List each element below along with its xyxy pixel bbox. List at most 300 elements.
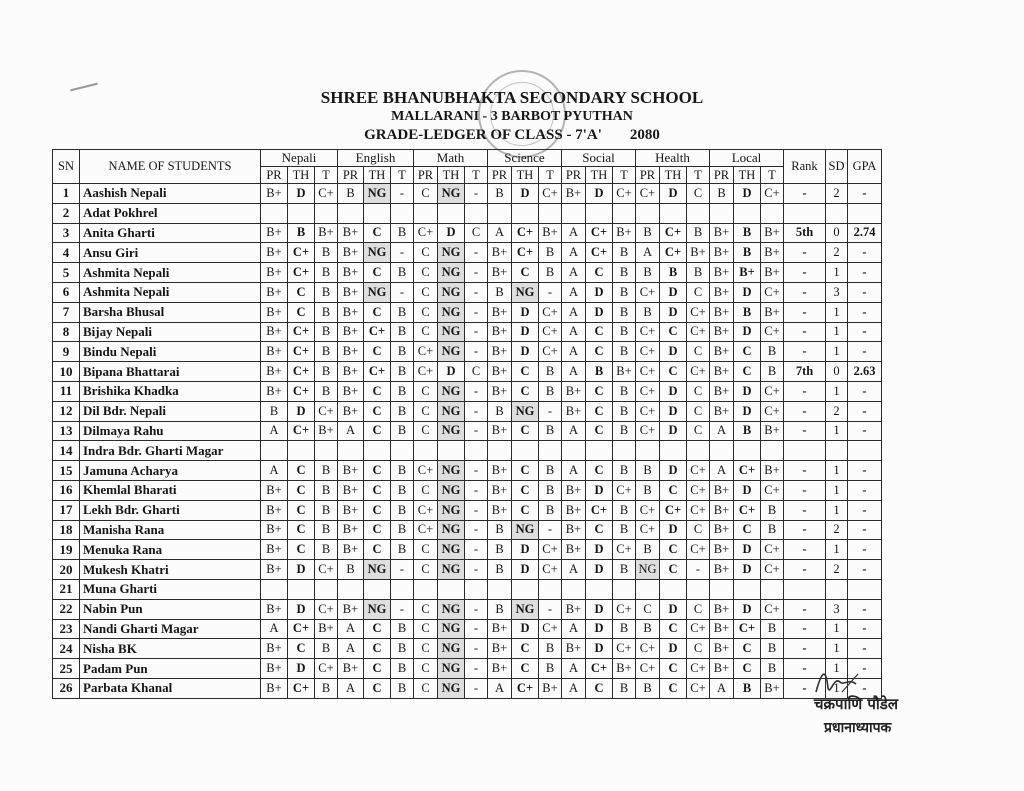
grade-cell: B xyxy=(636,480,660,500)
school-name: SHREE BHANUBHAKTA SECONDARY SCHOOL xyxy=(320,88,704,107)
student-name: Anita Gharti xyxy=(80,223,261,243)
grade-cell: B+ xyxy=(710,560,734,580)
grade-cell: B+ xyxy=(562,401,586,421)
grade-cell: B+ xyxy=(338,243,364,263)
serial-number: 5 xyxy=(53,263,80,283)
grade-cell: D xyxy=(734,560,761,580)
grade-cell: B xyxy=(613,421,636,441)
grade-cell: B xyxy=(315,362,338,382)
grade-cell: B xyxy=(687,223,710,243)
table-row xyxy=(53,639,882,659)
grade-cell: B xyxy=(636,619,660,639)
grade-cell: D xyxy=(586,560,613,580)
grade-cell: B+ xyxy=(261,223,288,243)
grade-cell: D xyxy=(660,282,687,302)
col-header-name: NAME OF STUDENTS xyxy=(80,150,261,184)
grade-cell: NG xyxy=(438,263,465,283)
grade-cell: C+ xyxy=(315,560,338,580)
grade-cell: C xyxy=(512,461,539,481)
grade-cell: B+ xyxy=(761,223,784,243)
grade-cell: C+ xyxy=(414,342,438,362)
grade-cell: C+ xyxy=(586,500,613,520)
grade-cell: B+ xyxy=(562,599,586,619)
grade-cell: B+ xyxy=(315,223,338,243)
grade-cell: A xyxy=(710,421,734,441)
grade-cell xyxy=(364,579,391,599)
grade-cell: NG xyxy=(438,678,465,698)
grade-cell: B xyxy=(539,480,562,500)
grade-cell: C xyxy=(465,362,488,382)
grade-cell xyxy=(613,579,636,599)
grade-cell: C xyxy=(512,381,539,401)
grade-cell: B+ xyxy=(338,520,364,540)
grade-cell: D xyxy=(660,184,687,204)
student-name: Lekh Bdr. Gharti xyxy=(80,500,261,520)
ledger-class: GRADE-LEDGER OF CLASS - 7'A' xyxy=(364,127,602,143)
rank-cell: - xyxy=(784,659,826,679)
grade-cell: C+ xyxy=(636,381,660,401)
grade-cell: B xyxy=(539,500,562,520)
grade-cell: A xyxy=(562,282,586,302)
grade-cell xyxy=(761,441,784,461)
grade-cell: D xyxy=(660,421,687,441)
sd-cell xyxy=(826,203,848,223)
sub-header-th: TH xyxy=(438,167,465,184)
sub-header-pr: PR xyxy=(414,167,438,184)
grade-cell: B xyxy=(761,342,784,362)
grade-cell: D xyxy=(512,342,539,362)
subject-header-math: Math xyxy=(414,150,488,167)
grade-cell: C xyxy=(660,659,687,679)
serial-number: 13 xyxy=(53,421,80,441)
student-name: Padam Pun xyxy=(80,659,261,679)
grade-cell: C xyxy=(512,362,539,382)
grade-cell: C xyxy=(734,520,761,540)
grade-cell: C+ xyxy=(761,599,784,619)
table-row xyxy=(53,381,882,401)
gpa-cell: - xyxy=(848,520,882,540)
grade-cell: B xyxy=(710,184,734,204)
rank-cell: - xyxy=(784,540,826,560)
grade-cell: B xyxy=(539,381,562,401)
rank-cell: - xyxy=(784,302,826,322)
table-body xyxy=(53,184,882,699)
grade-cell: D xyxy=(734,540,761,560)
grade-cell: C+ xyxy=(315,401,338,421)
gpa-cell: - xyxy=(848,461,882,481)
grade-cell xyxy=(761,203,784,223)
grade-cell xyxy=(288,441,315,461)
subject-header-english: English xyxy=(338,150,414,167)
grade-cell xyxy=(660,203,687,223)
table-row xyxy=(53,500,882,520)
serial-number: 17 xyxy=(53,500,80,520)
gpa-cell: - xyxy=(848,480,882,500)
grade-cell: B+ xyxy=(710,480,734,500)
serial-number: 14 xyxy=(53,441,80,461)
sd-cell: 2 xyxy=(826,560,848,580)
rank-cell: - xyxy=(784,421,826,441)
grade-cell: C xyxy=(687,599,710,619)
grade-cell: C xyxy=(586,421,613,441)
grade-cell: B xyxy=(636,540,660,560)
grade-cell: D xyxy=(586,282,613,302)
grade-cell: B+ xyxy=(613,659,636,679)
grade-cell: C+ xyxy=(315,659,338,679)
grade-cell xyxy=(710,579,734,599)
grade-cell: D xyxy=(660,639,687,659)
gpa-cell: - xyxy=(848,263,882,283)
grade-cell xyxy=(512,579,539,599)
grade-cell: - xyxy=(465,659,488,679)
subject-header-social: Social xyxy=(562,150,636,167)
sub-header-pr: PR xyxy=(488,167,512,184)
grade-cell: C+ xyxy=(288,263,315,283)
grade-cell: D xyxy=(438,362,465,382)
sd-cell: 2 xyxy=(826,243,848,263)
grade-cell: A xyxy=(562,263,586,283)
sub-header-pr: PR xyxy=(636,167,660,184)
grade-cell xyxy=(338,441,364,461)
grade-cell: C+ xyxy=(660,243,687,263)
grade-cell: C xyxy=(364,678,391,698)
sd-cell: 1 xyxy=(826,342,848,362)
grade-cell: C+ xyxy=(613,639,636,659)
grade-cell: C+ xyxy=(761,480,784,500)
grade-cell: A xyxy=(562,322,586,342)
grade-cell: B xyxy=(391,263,414,283)
grade-cell: C xyxy=(414,678,438,698)
grade-cell: D xyxy=(660,461,687,481)
grade-cell: B xyxy=(288,223,315,243)
grade-cell: C+ xyxy=(660,223,687,243)
grade-cell: C+ xyxy=(586,659,613,679)
grade-cell: B+ xyxy=(261,362,288,382)
rank-cell: - xyxy=(784,282,826,302)
grade-cell xyxy=(660,441,687,461)
grade-cell: B+ xyxy=(338,282,364,302)
grade-cell: C xyxy=(586,342,613,362)
grade-cell: B xyxy=(613,678,636,698)
grade-cell xyxy=(288,579,315,599)
grade-cell: B xyxy=(391,480,414,500)
student-name: Aashish Nepali xyxy=(80,184,261,204)
grade-cell: B xyxy=(613,243,636,263)
grade-cell: C+ xyxy=(734,461,761,481)
serial-number: 10 xyxy=(53,362,80,382)
gpa-cell: 2.63 xyxy=(848,362,882,382)
grade-cell: C xyxy=(364,500,391,520)
grade-cell: B xyxy=(315,263,338,283)
grade-cell xyxy=(338,203,364,223)
grade-cell: C xyxy=(364,263,391,283)
grade-cell: C xyxy=(288,480,315,500)
grade-cell xyxy=(687,203,710,223)
grade-cell: C+ xyxy=(539,302,562,322)
grade-cell: C+ xyxy=(660,500,687,520)
grade-cell: D xyxy=(734,381,761,401)
grade-cell: C+ xyxy=(539,619,562,639)
grade-cell: C+ xyxy=(636,322,660,342)
grade-cell: C+ xyxy=(288,381,315,401)
grade-cell: B+ xyxy=(710,619,734,639)
grade-cell: B xyxy=(391,540,414,560)
grade-cell: C xyxy=(364,401,391,421)
sub-header-th: TH xyxy=(734,167,761,184)
student-name: Brishika Khadka xyxy=(80,381,261,401)
grade-cell: B+ xyxy=(761,243,784,263)
rank-cell: - xyxy=(784,184,826,204)
grade-cell: C xyxy=(414,619,438,639)
grade-cell: NG xyxy=(438,461,465,481)
gpa-cell: - xyxy=(848,243,882,263)
grade-cell xyxy=(414,441,438,461)
grade-cell: C+ xyxy=(761,381,784,401)
sd-cell xyxy=(826,441,848,461)
grade-cell: C+ xyxy=(761,540,784,560)
col-header-sn: SN xyxy=(53,150,80,184)
grade-cell: A xyxy=(338,678,364,698)
grade-cell: B xyxy=(539,461,562,481)
grade-cell: C xyxy=(586,520,613,540)
grade-cell: D xyxy=(586,184,613,204)
grade-cell: C xyxy=(414,302,438,322)
grade-cell: B+ xyxy=(488,243,512,263)
grade-cell xyxy=(687,441,710,461)
grade-cell: A xyxy=(562,362,586,382)
grade-cell xyxy=(636,579,660,599)
grade-cell: D xyxy=(660,599,687,619)
serial-number: 24 xyxy=(53,639,80,659)
grade-cell xyxy=(512,203,539,223)
serial-number: 12 xyxy=(53,401,80,421)
grade-cell xyxy=(636,441,660,461)
grade-cell: - xyxy=(465,322,488,342)
grade-cell: B+ xyxy=(315,619,338,639)
sd-cell: 1 xyxy=(826,421,848,441)
grade-cell: B+ xyxy=(687,243,710,263)
table-row xyxy=(53,401,882,421)
grade-cell: B xyxy=(315,322,338,342)
grade-cell: - xyxy=(539,520,562,540)
grade-cell: D xyxy=(586,480,613,500)
sd-cell: 1 xyxy=(826,322,848,342)
grade-cell: C xyxy=(414,381,438,401)
col-header-sd: SD xyxy=(826,150,848,184)
serial-number: 25 xyxy=(53,659,80,679)
grade-cell: C xyxy=(364,223,391,243)
grade-cell: D xyxy=(586,302,613,322)
grade-cell: B+ xyxy=(761,263,784,283)
grade-cell xyxy=(315,441,338,461)
sub-header-pr: PR xyxy=(710,167,734,184)
grade-cell xyxy=(465,203,488,223)
sd-cell: 2 xyxy=(826,401,848,421)
sub-header-pr: PR xyxy=(338,167,364,184)
grade-cell: NG xyxy=(438,540,465,560)
grade-cell: B+ xyxy=(261,322,288,342)
grade-cell: NG xyxy=(438,282,465,302)
grade-cell: C xyxy=(414,639,438,659)
grade-cell xyxy=(734,579,761,599)
grade-cell: C+ xyxy=(613,480,636,500)
grade-cell: B+ xyxy=(562,381,586,401)
grade-cell: C xyxy=(414,282,438,302)
grade-cell: C xyxy=(414,599,438,619)
grade-cell: C+ xyxy=(613,540,636,560)
grade-cell: C+ xyxy=(613,184,636,204)
grade-cell: B xyxy=(586,362,613,382)
grade-cell: - xyxy=(465,639,488,659)
grade-cell: C xyxy=(687,421,710,441)
grade-cell: B xyxy=(391,639,414,659)
rank-cell xyxy=(784,203,826,223)
grade-cell: C xyxy=(687,184,710,204)
grade-cell: C xyxy=(288,302,315,322)
school-address: MALLARANI - 3 BARBOT PYUTHAN xyxy=(391,109,633,124)
grade-cell: A xyxy=(636,243,660,263)
grade-cell: B+ xyxy=(261,639,288,659)
student-name: Dilmaya Rahu xyxy=(80,421,261,441)
grade-cell: C+ xyxy=(687,461,710,481)
sub-header-t: T xyxy=(613,167,636,184)
grade-cell: D xyxy=(512,540,539,560)
grade-cell: NG xyxy=(364,243,391,263)
grade-cell: A xyxy=(261,461,288,481)
table-row xyxy=(53,461,882,481)
grade-cell: NG xyxy=(364,560,391,580)
rank-cell: - xyxy=(784,381,826,401)
grade-cell: D xyxy=(512,322,539,342)
grade-cell xyxy=(261,441,288,461)
grade-cell: C+ xyxy=(687,659,710,679)
grade-cell: D xyxy=(438,223,465,243)
grade-cell: C+ xyxy=(734,619,761,639)
rank-cell: - xyxy=(784,619,826,639)
grade-cell: C xyxy=(586,401,613,421)
grade-cell: C xyxy=(734,659,761,679)
grade-cell: C xyxy=(414,322,438,342)
grade-cell xyxy=(687,579,710,599)
grade-cell: D xyxy=(734,282,761,302)
rank-cell xyxy=(784,441,826,461)
grade-cell: - xyxy=(465,461,488,481)
grade-cell: C xyxy=(586,381,613,401)
grade-cell: NG xyxy=(438,560,465,580)
grade-cell: C+ xyxy=(636,401,660,421)
grade-cell: C+ xyxy=(636,184,660,204)
student-name: Muna Gharti xyxy=(80,579,261,599)
grade-cell: A xyxy=(562,421,586,441)
serial-number: 9 xyxy=(53,342,80,362)
grade-cell: - xyxy=(391,243,414,263)
grade-cell: C xyxy=(687,282,710,302)
student-name: Menuka Rana xyxy=(80,540,261,560)
grade-cell: D xyxy=(288,599,315,619)
grade-cell xyxy=(364,441,391,461)
grade-cell: B xyxy=(488,520,512,540)
grade-cell: B xyxy=(488,540,512,560)
grade-cell: B+ xyxy=(710,659,734,679)
grade-cell: C xyxy=(414,243,438,263)
student-name: Mukesh Khatri xyxy=(80,560,261,580)
grade-cell: B+ xyxy=(562,184,586,204)
serial-number: 8 xyxy=(53,322,80,342)
grade-cell: C xyxy=(288,461,315,481)
grade-cell: NG xyxy=(512,599,539,619)
grade-cell: C+ xyxy=(539,322,562,342)
grade-cell: C xyxy=(414,560,438,580)
grade-cell: B+ xyxy=(261,659,288,679)
grade-cell: - xyxy=(465,401,488,421)
gpa-cell xyxy=(848,441,882,461)
grade-cell: B xyxy=(613,381,636,401)
grade-cell: C xyxy=(364,461,391,481)
grade-cell: B xyxy=(391,421,414,441)
grade-cell: B xyxy=(761,619,784,639)
grade-cell: C+ xyxy=(414,520,438,540)
grade-cell: C xyxy=(660,619,687,639)
grade-cell: C xyxy=(734,639,761,659)
grade-cell: C+ xyxy=(539,342,562,362)
grade-cell: B xyxy=(613,500,636,520)
grade-cell: D xyxy=(288,184,315,204)
student-name: Adat Pokhrel xyxy=(80,203,261,223)
grade-cell: C+ xyxy=(288,421,315,441)
sd-cell: 1 xyxy=(826,619,848,639)
sub-header-th: TH xyxy=(660,167,687,184)
sd-cell: 1 xyxy=(826,540,848,560)
grade-cell: D xyxy=(512,560,539,580)
grade-cell: C+ xyxy=(636,421,660,441)
grade-cell xyxy=(261,203,288,223)
grade-cell: C+ xyxy=(512,678,539,698)
grade-cell xyxy=(710,203,734,223)
grade-cell: B xyxy=(613,401,636,421)
grade-cell: B xyxy=(761,500,784,520)
grade-cell: C+ xyxy=(761,401,784,421)
table-row xyxy=(53,302,882,322)
gpa-cell: - xyxy=(848,500,882,520)
grade-cell: NG xyxy=(438,184,465,204)
grade-cell: B xyxy=(761,659,784,679)
grade-cell: C+ xyxy=(636,639,660,659)
rank-cell: - xyxy=(784,480,826,500)
grade-cell xyxy=(539,203,562,223)
gpa-cell: - xyxy=(848,560,882,580)
table-row xyxy=(53,243,882,263)
grade-cell: D xyxy=(734,480,761,500)
serial-number: 6 xyxy=(53,282,80,302)
subject-header-nepali: Nepali xyxy=(261,150,338,167)
grade-cell: A xyxy=(710,678,734,698)
grade-cell: B xyxy=(315,500,338,520)
grade-cell: B+ xyxy=(338,599,364,619)
grade-cell: NG xyxy=(438,599,465,619)
grade-cell: C xyxy=(414,401,438,421)
grade-cell: NG xyxy=(438,639,465,659)
student-name: Khemlal Bharati xyxy=(80,480,261,500)
grade-cell: C+ xyxy=(687,500,710,520)
table-row xyxy=(53,203,882,223)
grade-cell: B xyxy=(761,520,784,540)
grade-cell: - xyxy=(465,282,488,302)
grade-cell: B xyxy=(391,461,414,481)
grade-cell: D xyxy=(512,619,539,639)
grade-cell xyxy=(391,579,414,599)
grade-cell xyxy=(391,203,414,223)
grade-cell: B+ xyxy=(261,480,288,500)
